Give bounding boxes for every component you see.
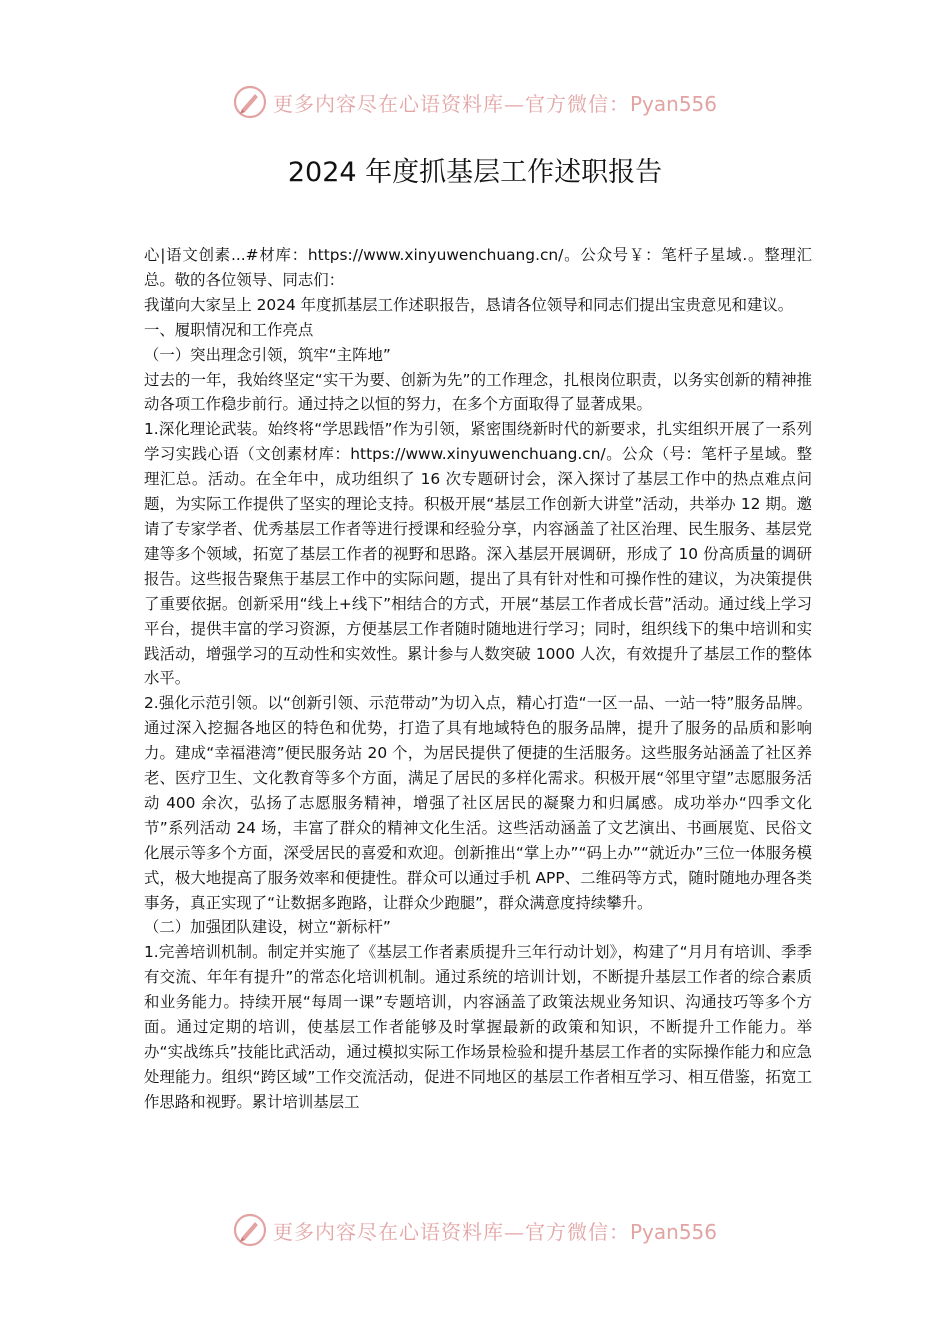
paragraph: 我谨向大家呈上 2024 年度抓基层工作述职报告，恳请各位领导和同志们提出宝贵意见和建议。 xyxy=(144,295,794,314)
wechat-id: Pyan556 xyxy=(629,1219,717,1244)
paragraph: 过去的一年，我始终坚定“实干为要、创新为先”的工作理念，扎根岗位职责，以务实创新的精神推动各项工作稳步前行。通过持之以恒的努力，在多个方面取得了显著成果。 xyxy=(144,370,812,414)
paragraph: 心|语文创素...#材库：https://www.xinyuwenchuang.cn/。公众号￥：笔杆子星域.。整理汇总。敬的各位领导、同志们： xyxy=(144,246,812,289)
pen-logo-icon xyxy=(233,1213,267,1247)
pen-logo-icon xyxy=(233,85,267,119)
subsection-heading: （二）加强团队建设，树立“新标杆” xyxy=(144,918,391,937)
section-heading: 一、履职情况和工作亮点 xyxy=(144,320,314,339)
footer-watermark-banner xyxy=(0,1210,950,1250)
header-watermark-banner xyxy=(0,82,950,122)
document-body xyxy=(144,243,812,1115)
subsection-heading: （一）突出理念引领，筑牢“主阵地” xyxy=(144,345,391,364)
paragraph: 2.强化示范引领。以“创新引领、示范带动”为切入点，精心打造“一区一品、一站一特”服务品牌。通过深入挖掘各地区的特色和优势，打造了具有地域特色的服务品牌，提升了服务的品质和影响力。建成“幸福港湾”便民服务站 20 个，为居民提供了便捷的生活服务。这些服务站涵盖了社区养老、医疗卫生、文化教育等多个方面，满足了居民的多样化需求。积极开展“邻里守望”志愿服务活动 400 余次，弘扬了志愿服务精神，增强了社区居民的凝聚力和归属感。成功举办“四季文化节”系列活动 24 场，丰富了群众的精神文化生活。这些活动涵盖了文艺演出、书画展览、民俗文化展示等多个方面，深受居民的喜爱和欢迎。创新推出“掌上办”“码上办”“就近办”三位一体服务模式，极大地提高了服务效率和便捷性。群众可以通过手机 APP、二维码等方式，随时随地办理各类事务，真正实现了“让数据多跑路，让群众少跑腿”，群众满意度持续攀升。 xyxy=(144,694,812,912)
document-title: 2024 年度抓基层工作述职报告 xyxy=(287,157,663,188)
paragraph: 1.深化理论武装。始终将“学思践悟”作为引领，紧密围绕新时代的新要求，扎实组织开展了一系列学习实践心语（文创素材库：https://www.xinyuwenchuang.cn/。公众（号：笔杆子星域。整理汇总。活动。在全年中，成功组织了 16 次专题研讨会，深入探讨了基层工作中的热点难点问题，为实际工作提供了坚实的理论支持。积极开展“基层工作创新大讲堂”活动，共举办 12 期。邀请了专家学者、优秀基层工作者等进行授课和经验分享，内容涵盖了社区治理、民生服务、基层党建等多个领域，拓宽了基层工作者的视野和思路。深入基层开展调研，形成了 10 份高质量的调研报告。这些报告聚焦于基层工作中的实际问题，提出了具有针对性和可操作性的建议，为决策提供了重要依据。创新采用“线上+线下”相结合的方式，开展“基层工作者成长营”活动。通过线上学习平台，提供丰富的学习资源，方便基层工作者随时随地进行学习；同时，组织线下的集中培训和实践活动，增强学习的互动性和实效性。累计参与人数突破 1000 人次，有效提升了基层工作的整体水平。 xyxy=(144,420,812,688)
wechat-id: Pyan556 xyxy=(629,91,717,116)
paragraph: 1.完善培训机制。制定并实施了《基层工作者素质提升三年行动计划》，构建了“月月有培训、季季有交流、年年有提升”的常态化培训机制。通过系统的培训计划，不断提升基层工作者的综合素质和业务能力。持续开展“每周一课”专题培训，内容涵盖了政策法规业务知识、沟通技巧等多个方面。通过定期的培训，使基层工作者能够及时掌握最新的政策和知识，不断提升工作能力。举办“实战练兵”技能比武活动，通过模拟实际工作场景检验和提升基层工作者的实际操作能力和应急处理能力。组织“跨区域”工作交流活动，促进不同地区的基层工作者相互学习、相互借鉴，拓宽工作思路和视野。累计培训基层工 xyxy=(144,943,812,1111)
banner-text: 更多内容尽在心语资料库—官方微信：Pyan556 xyxy=(272,1219,717,1244)
banner-text: 更多内容尽在心语资料库—官方微信：Pyan556 xyxy=(272,91,717,116)
